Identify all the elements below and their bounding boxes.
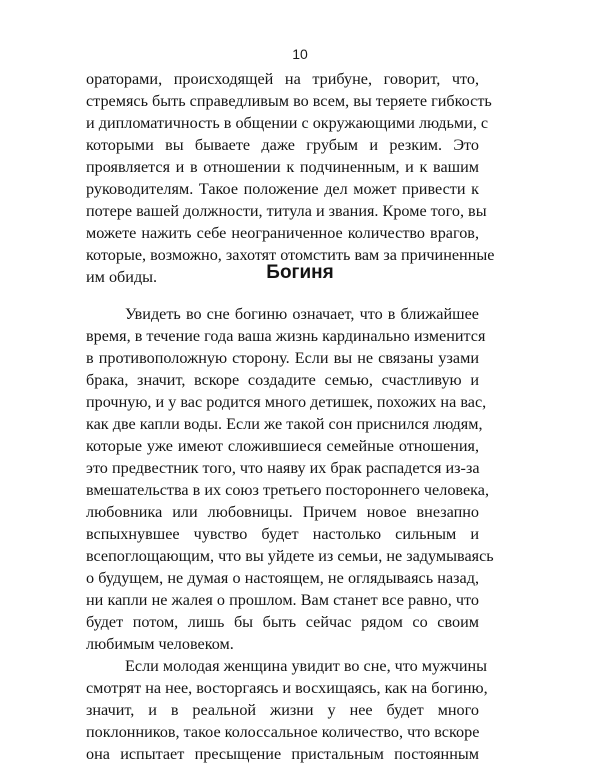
text-line: как две капли воды. Если же такой сон приснился людям,	[86, 415, 483, 433]
text-line: Увидеть во сне богиню означает, что в ближайшее	[125, 305, 479, 323]
text-line: Если молодая женщина увидит во сне, что мужчины	[125, 657, 488, 675]
text-line: это предвестник того, что наяву их брак распадется из-за	[86, 459, 480, 477]
text-line: руководителям. Такое положение дел может привести к	[86, 180, 479, 198]
text-line: которые уже имеют сложившиеся семейные отношения,	[86, 437, 479, 455]
text-line: о будущем, не думая о настоящем, не оглядываясь назад,	[86, 569, 479, 587]
text-line: ни капли не жалея о прошлом. Вам станет все равно, что	[86, 591, 479, 609]
text-line: любовника или любовницы. Причем новое внезапно	[86, 503, 479, 521]
section-heading: Богиня	[266, 262, 334, 283]
text-line: вмешательства в их союз третьего постороннего человека,	[86, 481, 489, 499]
text-line: можете нажить себе неограниченное количество врагов,	[86, 224, 479, 242]
text-line: поклонников, такое колоссальное количество, что вскоре	[86, 723, 480, 741]
text-line: в противоположную сторону. Если вы не связаны узами	[86, 349, 479, 367]
text-line: всепоглощающим, что вы уйдете из семьи, не задумываясь	[86, 547, 494, 565]
text-line: вспыхнувшее чувство будет настолько сильным и	[86, 525, 479, 543]
text-line: прочную, и у вас родится много детишек, похожих на вас,	[86, 393, 487, 411]
text-line: которые, возможно, захотят отомстить вам за причиненные	[86, 246, 495, 264]
text-line: которыми вы бываете даже грубым и резким. Это	[86, 136, 479, 154]
text-line: любимым человеком.	[86, 635, 234, 653]
text-line: ораторами, происходящей на трибуне, говорит, что,	[86, 70, 479, 88]
page-number: 10	[292, 46, 308, 62]
text-line: брака, значит, вскоре создадите семью, счастливую и	[86, 371, 479, 389]
text-line: и дипломатичность в общении с окружающими людьми, с	[86, 114, 489, 132]
text-line: стремясь быть справедливым во всем, вы теряете гибкость	[86, 92, 492, 110]
text-line: им обиды.	[86, 268, 158, 286]
text-line: смотрят на нее, восторгаясь и восхищаясь, как на богиню,	[86, 679, 488, 697]
text-line: потере вашей должности, титула и звания. Кроме того, вы	[86, 202, 487, 220]
text-line: проявляется и в отношении к подчиненным, и к вашим	[86, 158, 479, 176]
text-line: значит, и в реальной жизни у нее будет много	[86, 701, 479, 719]
text-line: она испытает пресыщение пристальным постоянным	[86, 745, 479, 763]
text-line: будет потом, лишь бы быть сейчас рядом со своим	[86, 613, 479, 631]
text-line: время, в течение года ваша жизнь кардинально изменится	[86, 327, 486, 345]
